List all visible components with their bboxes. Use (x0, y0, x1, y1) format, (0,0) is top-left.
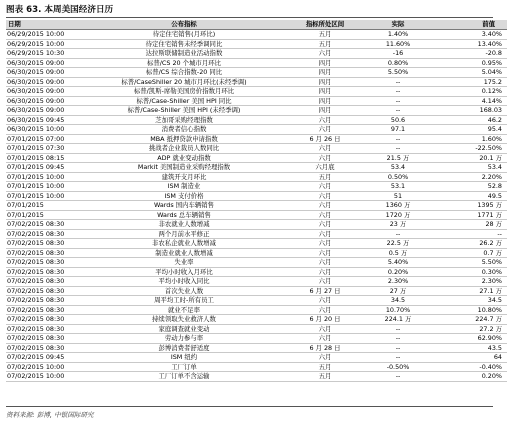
table-header (6, 20, 507, 30)
cell-previous: 27.2 万 (430, 324, 507, 334)
cell-previous: 1.60% (430, 134, 507, 144)
cell-period: 四月 (284, 87, 366, 97)
cell-previous: 46.2 (430, 115, 507, 125)
cell-actual: -- (366, 96, 430, 106)
cell-date: 07/02/2015 08:30 (6, 267, 84, 277)
cell-previous: 28 万 (430, 220, 507, 230)
cell-actual: 53.1 (366, 182, 430, 192)
table-row (6, 296, 507, 306)
cell-actual: -- (366, 87, 430, 97)
header-previous: 前值 (430, 20, 507, 30)
cell-period: 五月 (284, 39, 366, 49)
cell-previous: 52.8 (430, 182, 507, 192)
cell-actual: 97.1 (366, 125, 430, 135)
cell-period: 五月 (284, 362, 366, 372)
cell-previous: 43.5 (430, 343, 507, 353)
cell-previous: 53.4 (430, 163, 507, 173)
cell-date: 06/30/2015 09:00 (6, 68, 84, 78)
cell-actual: 1360 万 (366, 201, 430, 211)
cell-period: 六月 (284, 353, 366, 363)
cell-actual: -- (366, 372, 430, 382)
cell-previous: 13.40% (430, 39, 507, 49)
cell-date: 07/02/2015 08:30 (6, 343, 84, 353)
cell-actual: 21.5 万 (366, 153, 430, 163)
cell-actual: -- (366, 106, 430, 116)
cell-previous: 168.03 (430, 106, 507, 116)
cell-date: 07/02/2015 09:45 (6, 353, 84, 363)
figure-title: 图表 63. 本周美国经济日历 (6, 5, 114, 15)
cell-date: 07/02/2015 10:00 (6, 362, 84, 372)
cell-actual: 224.1 万 (366, 315, 430, 325)
economic-calendar-table (6, 20, 507, 382)
cell-period: 六月 (284, 305, 366, 315)
table-row (6, 96, 507, 106)
table-row (6, 343, 507, 353)
table-row (6, 220, 507, 230)
cell-date: 07/01/2015 09:45 (6, 163, 84, 173)
cell-date: 06/29/2015 10:00 (6, 39, 84, 49)
cell-actual: -- (366, 353, 430, 363)
cell-period: 六月 (284, 153, 366, 163)
cell-actual: 11.60% (366, 39, 430, 49)
cell-date: 07/01/2015 (6, 210, 84, 220)
cell-indicator: 芝加哥采购经理指数 (84, 115, 284, 125)
cell-period: 六月 (284, 115, 366, 125)
cell-actual: 5.50% (366, 68, 430, 78)
cell-date: 06/30/2015 09:00 (6, 96, 84, 106)
cell-indicator: 标普/CaseShiller 20 城市月环比(未经季调) (84, 77, 284, 87)
table-row (6, 229, 507, 239)
table-row (6, 77, 507, 87)
cell-period: 6 月 28 日 (284, 343, 366, 353)
cell-previous: 5.50% (430, 258, 507, 268)
cell-date: 07/02/2015 08:30 (6, 258, 84, 268)
cell-period: 六月 (284, 49, 366, 59)
cell-indicator: 消费者信心指数 (84, 125, 284, 135)
cell-indicator: 建筑开支月环比 (84, 172, 284, 182)
table-row (6, 172, 507, 182)
cell-date: 07/02/2015 08:30 (6, 286, 84, 296)
cell-previous: 1395 万 (430, 201, 507, 211)
cell-date: 07/02/2015 08:30 (6, 239, 84, 249)
cell-period: 四月 (284, 68, 366, 78)
cell-date: 07/01/2015 10:00 (6, 172, 84, 182)
cell-period: 六月底 (284, 163, 366, 173)
table-row (6, 362, 507, 372)
cell-actual: 34.5 (366, 296, 430, 306)
cell-period: 六月 (284, 229, 366, 239)
cell-date: 07/02/2015 08:30 (6, 305, 84, 315)
cell-date: 07/02/2015 08:30 (6, 334, 84, 344)
cell-date: 07/02/2015 10:00 (6, 372, 84, 382)
header-date: 日期 (6, 20, 84, 30)
cell-period: 四月 (284, 96, 366, 106)
cell-indicator: 制造业就业人数增减 (84, 248, 284, 258)
cell-actual: -- (366, 134, 430, 144)
cell-previous: -22.50% (430, 144, 507, 154)
cell-indicator: 失业率 (84, 258, 284, 268)
source-note: 资料来源: 彭博, 中银国际研究 (6, 411, 94, 419)
cell-period: 6 月 27 日 (284, 286, 366, 296)
cell-indicator: Markit 美国制造业采购经理指数 (84, 163, 284, 173)
cell-period: 五月 (284, 172, 366, 182)
table-row (6, 324, 507, 334)
cell-actual: 0.5 万 (366, 248, 430, 258)
table-row (6, 315, 507, 325)
cell-indicator: 标普/Case-Shiller 美国 HPI 同比 (84, 96, 284, 106)
cell-period: 六月 (284, 334, 366, 344)
table-row (6, 144, 507, 154)
cell-previous: 2.20% (430, 172, 507, 182)
cell-previous: 224.7 万 (430, 315, 507, 325)
cell-date: 07/01/2015 10:00 (6, 182, 84, 192)
cell-date: 06/29/2015 10:30 (6, 49, 84, 59)
cell-actual: 5.40% (366, 258, 430, 268)
cell-previous: 26.2 万 (430, 239, 507, 249)
table-row (6, 125, 507, 135)
table-row (6, 286, 507, 296)
cell-indicator: ISM 制造业 (84, 182, 284, 192)
table-row (6, 258, 507, 268)
cell-period: 五月 (284, 372, 366, 382)
bottom-divider (6, 406, 493, 407)
cell-period: 六月 (284, 201, 366, 211)
cell-actual: -- (366, 324, 430, 334)
cell-actual: 51 (366, 191, 430, 201)
header-period: 指标所处区间 (284, 20, 366, 30)
cell-actual: 1.40% (366, 30, 430, 40)
cell-indicator: 平均小时收入同比 (84, 277, 284, 287)
cell-previous: 27.1 万 (430, 286, 507, 296)
header-indicator: 公布指标 (84, 20, 284, 30)
cell-indicator: 非农就业人数增减 (84, 220, 284, 230)
cell-date: 06/30/2015 09:45 (6, 115, 84, 125)
cell-previous: 0.20% (430, 372, 507, 382)
cell-previous: 49.5 (430, 191, 507, 201)
cell-previous: 5.04% (430, 68, 507, 78)
cell-previous: 20.1 万 (430, 153, 507, 163)
table-row (6, 30, 507, 40)
table-row (6, 87, 507, 97)
cell-period: 六月 (284, 267, 366, 277)
table-body (6, 30, 507, 382)
cell-date: 07/02/2015 08:30 (6, 277, 84, 287)
cell-previous: 0.95% (430, 58, 507, 68)
cell-date: 06/29/2015 10:00 (6, 30, 84, 40)
cell-actual: -- (366, 77, 430, 87)
cell-date: 07/02/2015 08:30 (6, 220, 84, 230)
cell-date: 07/01/2015 07:30 (6, 144, 84, 154)
table-row (6, 239, 507, 249)
table-row (6, 334, 507, 344)
cell-indicator: 标普/CS 综合指数-20 同比 (84, 68, 284, 78)
cell-indicator: ISM 支付价格 (84, 191, 284, 201)
cell-period: 6 月 26 日 (284, 134, 366, 144)
cell-indicator: 标普/CS 20 个城市月环比 (84, 58, 284, 68)
table-row (6, 134, 507, 144)
cell-period: 六月 (284, 258, 366, 268)
cell-actual: 23 万 (366, 220, 430, 230)
table-row (6, 39, 507, 49)
table-row (6, 305, 507, 315)
table-row (6, 267, 507, 277)
table-row (6, 153, 507, 163)
cell-period: 六月 (284, 324, 366, 334)
cell-date: 07/01/2015 10:00 (6, 191, 84, 201)
table-row (6, 191, 507, 201)
cell-actual: 22.5 万 (366, 239, 430, 249)
cell-date: 06/30/2015 09:00 (6, 106, 84, 116)
cell-period: 六月 (284, 220, 366, 230)
header-actual: 实际 (366, 20, 430, 30)
table-row (6, 49, 507, 59)
cell-date: 07/02/2015 08:30 (6, 315, 84, 325)
cell-indicator: Wards 国内车辆销售 (84, 201, 284, 211)
cell-indicator: 工厂订单不含运输 (84, 372, 284, 382)
table-row (6, 58, 507, 68)
cell-period: 四月 (284, 106, 366, 116)
cell-indicator: 首次失业人数 (84, 286, 284, 296)
cell-indicator: 标普/Case-Shiller 美国 HPI (未经季调) (84, 106, 284, 116)
cell-period: 六月 (284, 248, 366, 258)
cell-date: 07/01/2015 07:00 (6, 134, 84, 144)
cell-previous: 0.12% (430, 87, 507, 97)
table-row (6, 163, 507, 173)
cell-indicator: MBA 抵押贷款申请指数 (84, 134, 284, 144)
cell-previous: 1771 万 (430, 210, 507, 220)
cell-indicator: 彭博消费者舒适度 (84, 343, 284, 353)
cell-date: 07/02/2015 08:30 (6, 248, 84, 258)
cell-actual: 0.80% (366, 58, 430, 68)
cell-indicator: Wards 总车辆销售 (84, 210, 284, 220)
cell-actual: 27 万 (366, 286, 430, 296)
cell-previous: -0.40% (430, 362, 507, 372)
table-row (6, 372, 507, 382)
cell-previous: 4.14% (430, 96, 507, 106)
cell-actual: -0.50% (366, 362, 430, 372)
cell-period: 四月 (284, 58, 366, 68)
cell-previous: 0.7 万 (430, 248, 507, 258)
cell-indicator: 两个月前水平修正 (84, 229, 284, 239)
cell-actual: 0.20% (366, 267, 430, 277)
cell-indicator: 工厂订单 (84, 362, 284, 372)
table-row (6, 277, 507, 287)
cell-previous: 64 (430, 353, 507, 363)
cell-actual: 1720 万 (366, 210, 430, 220)
table-row (6, 68, 507, 78)
cell-period: 六月 (284, 277, 366, 287)
cell-indicator: 非农私企就业人数增减 (84, 239, 284, 249)
header-row (6, 20, 507, 30)
title-divider (6, 17, 493, 18)
cell-actual: 0.50% (366, 172, 430, 182)
cell-date: 06/30/2015 09:00 (6, 58, 84, 68)
cell-actual: 2.30% (366, 277, 430, 287)
cell-indicator: ISM 纽约 (84, 353, 284, 363)
cell-indicator: 达拉斯联储制造业活动指数 (84, 49, 284, 59)
cell-indicator: 待定住宅销售(月环比) (84, 30, 284, 40)
cell-actual: 50.6 (366, 115, 430, 125)
cell-period: 六月 (284, 296, 366, 306)
cell-date: 07/01/2015 08:15 (6, 153, 84, 163)
cell-date: 07/02/2015 08:30 (6, 229, 84, 239)
cell-previous: 175.2 (430, 77, 507, 87)
cell-indicator: 挑战者企业裁员人数同比 (84, 144, 284, 154)
cell-actual: 10.70% (366, 305, 430, 315)
cell-period: 五月 (284, 30, 366, 40)
cell-previous: 10.80% (430, 305, 507, 315)
cell-date: 06/30/2015 09:00 (6, 77, 84, 87)
cell-actual: 53.4 (366, 163, 430, 173)
cell-indicator: 持续领取失业救济人数 (84, 315, 284, 325)
cell-date: 07/02/2015 08:30 (6, 296, 84, 306)
cell-indicator: 家庭调查就业变动 (84, 324, 284, 334)
cell-actual: -16 (366, 49, 430, 59)
table-row (6, 353, 507, 363)
table-row (6, 106, 507, 116)
cell-period: 六月 (284, 182, 366, 192)
cell-previous: 0.30% (430, 267, 507, 277)
cell-indicator: 周平均工时-所有员工 (84, 296, 284, 306)
cell-previous: 95.4 (430, 125, 507, 135)
cell-previous: -20.8 (430, 49, 507, 59)
cell-actual: -- (366, 144, 430, 154)
cell-indicator: ADP 就业变动指数 (84, 153, 284, 163)
cell-indicator: 平均小时收入月环比 (84, 267, 284, 277)
cell-period: 六月 (284, 210, 366, 220)
cell-period: 六月 (284, 239, 366, 249)
cell-actual: -- (366, 229, 430, 239)
cell-period: 六月 (284, 191, 366, 201)
cell-date: 06/30/2015 09:00 (6, 87, 84, 97)
table-row (6, 201, 507, 211)
table-row (6, 115, 507, 125)
cell-indicator: 待定住宅销售未经季调同比 (84, 39, 284, 49)
cell-period: 六月 (284, 125, 366, 135)
cell-period: 四月 (284, 77, 366, 87)
cell-actual: -- (366, 343, 430, 353)
cell-date: 07/02/2015 08:30 (6, 324, 84, 334)
cell-indicator: 劳动力参与率 (84, 334, 284, 344)
cell-date: 06/30/2015 10:00 (6, 125, 84, 135)
cell-period: 6 月 20 日 (284, 315, 366, 325)
cell-previous: 2.30% (430, 277, 507, 287)
table-row (6, 248, 507, 258)
table-row (6, 210, 507, 220)
cell-indicator: 就业不足率 (84, 305, 284, 315)
cell-period: 六月 (284, 144, 366, 154)
cell-previous: 34.5 (430, 296, 507, 306)
cell-date: 07/01/2015 (6, 201, 84, 211)
cell-previous: -- (430, 229, 507, 239)
cell-previous: 62.90% (430, 334, 507, 344)
cell-previous: 3.40% (430, 30, 507, 40)
cell-indicator: 标普/凯斯-席勒美国房价指数月环比 (84, 87, 284, 97)
table-row (6, 182, 507, 192)
cell-actual: -- (366, 334, 430, 344)
